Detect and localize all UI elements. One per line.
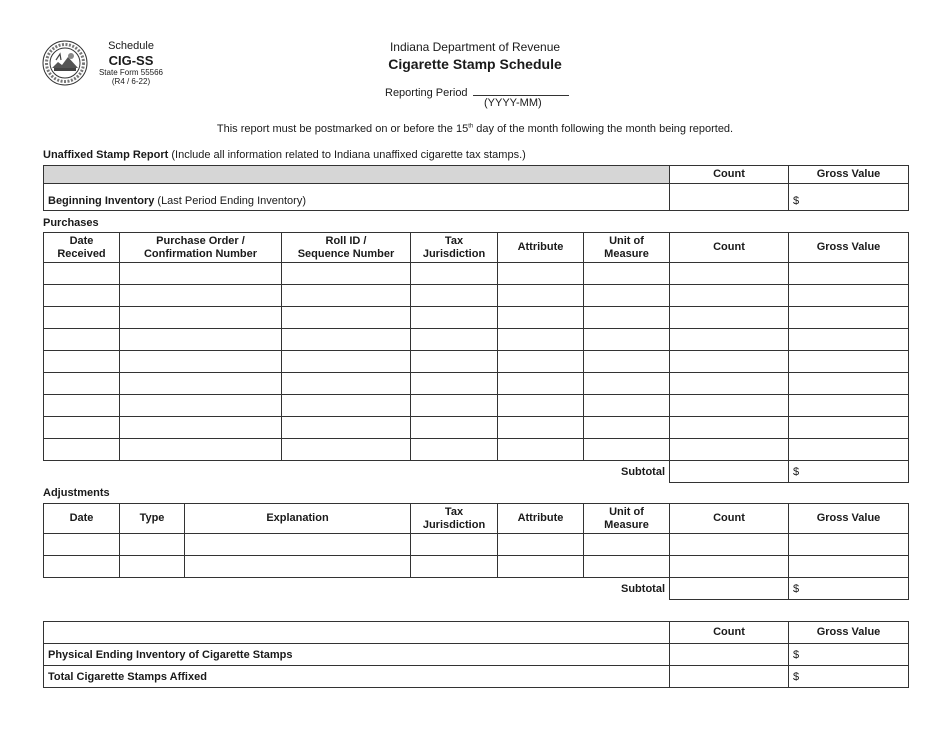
purchases-subtotal-label: Subtotal [621, 465, 665, 478]
purchases-entry-cell[interactable] [411, 439, 498, 461]
adjustments-table [43, 503, 909, 600]
purchases-col-attribute [498, 233, 584, 263]
purchases-row [44, 285, 909, 307]
purchases-entry-cell[interactable] [44, 373, 120, 395]
col-label: Count [713, 241, 745, 254]
adjustments-entry-cell[interactable] [120, 534, 185, 556]
currency-symbol: $ [793, 582, 800, 595]
purchases-row [44, 373, 909, 395]
purchases-entry-cell[interactable] [498, 439, 584, 461]
beginning-inventory-title: Beginning Inventory [48, 195, 155, 207]
currency-symbol: $ [793, 670, 800, 683]
col-label: Unit of Measure [604, 234, 649, 260]
col-label: Attribute [517, 512, 564, 525]
adjustments-entry-cell[interactable] [44, 556, 120, 578]
purchases-entry-cell[interactable] [584, 417, 670, 439]
col-label: Type [139, 512, 165, 525]
purchases-entry-cell[interactable] [282, 439, 411, 461]
adjustments-subtotal-count[interactable] [670, 578, 789, 600]
beginning-inventory-gross[interactable] [789, 184, 909, 211]
purchases-subtotal-row [44, 461, 909, 483]
col-label: Tax Jurisdiction [422, 234, 486, 260]
unaffixed-table [43, 165, 909, 211]
purchases-entry-cell[interactable] [411, 263, 498, 285]
adjustments-section-title: Adjustments [43, 487, 110, 499]
purchases-entry-cell[interactable] [670, 417, 789, 439]
purchases-entry-cell[interactable] [670, 439, 789, 461]
purchases-entry-cell[interactable] [498, 395, 584, 417]
summary-row-total-affixed [44, 666, 909, 688]
purchases-entry-cell[interactable] [411, 395, 498, 417]
unaffixed-count-header: Count [670, 166, 789, 184]
purchases-entry-cell[interactable] [670, 263, 789, 285]
purchases-entry-cell[interactable] [282, 395, 411, 417]
purchases-entry-cell[interactable] [411, 285, 498, 307]
purchases-entry-cell[interactable] [670, 329, 789, 351]
purchases-entry-cell[interactable] [584, 439, 670, 461]
purchases-col-tax-jurisdiction [411, 233, 498, 263]
physical-ending-inventory-label: Physical Ending Inventory of Cigarette Stamps [44, 644, 670, 666]
adjustments-subtotal-label: Subtotal [621, 582, 665, 595]
purchases-entry-cell[interactable] [282, 285, 411, 307]
adjustments-entry-cell[interactable] [120, 556, 185, 578]
purchases-entry-cell[interactable] [282, 263, 411, 285]
purchases-entry-cell[interactable] [44, 329, 120, 351]
purchases-col-count [670, 233, 789, 263]
adjustments-entry-cell[interactable] [185, 534, 411, 556]
purchases-entry-cell[interactable] [411, 329, 498, 351]
purchases-subtotal-gross[interactable] [789, 461, 909, 483]
currency-symbol: $ [793, 648, 800, 661]
purchases-subtotal-count[interactable] [670, 461, 789, 483]
adjustments-entry-cell[interactable] [584, 534, 670, 556]
purchases-entry-cell[interactable] [789, 417, 909, 439]
purchases-header-row [44, 233, 909, 263]
purchases-entry-cell[interactable] [44, 395, 120, 417]
purchases-table [43, 232, 909, 483]
col-label: Explanation [266, 512, 329, 525]
col-label: Date Received [57, 234, 106, 260]
currency-symbol: $ [793, 465, 800, 478]
adjustments-entry-cell[interactable] [498, 556, 584, 578]
page-title: Cigarette Stamp Schedule [388, 56, 562, 72]
unaffixed-note: (Include all information related to Indiana unaffixed cigarette tax stamps.) [171, 149, 526, 161]
purchases-entry-cell[interactable] [670, 351, 789, 373]
adjustments-entry-cell[interactable] [44, 534, 120, 556]
unaffixed-title: Unaffixed Stamp Report [43, 149, 169, 161]
summary-row-physical-ending [44, 644, 909, 666]
purchases-entry-cell[interactable] [670, 285, 789, 307]
adjustments-entry-cell[interactable] [584, 556, 670, 578]
purchases-entry-cell[interactable] [498, 351, 584, 373]
purchases-entry-cell[interactable] [120, 351, 282, 373]
unaffixed-gross-header: Gross Value [789, 166, 909, 184]
purchases-entry-cell[interactable] [44, 285, 120, 307]
purchases-entry-cell[interactable] [584, 395, 670, 417]
col-label: Gross Value [816, 241, 881, 254]
department-name: Indiana Department of Revenue [389, 40, 561, 54]
summary-header-blank [44, 622, 670, 644]
adjustments-subtotal-row [44, 578, 909, 600]
purchases-entry-cell[interactable] [498, 417, 584, 439]
beginning-inventory-count[interactable] [670, 184, 789, 211]
adjustments-row [44, 556, 909, 578]
purchases-entry-cell[interactable] [282, 329, 411, 351]
purchases-entry-cell[interactable] [44, 351, 120, 373]
purchases-entry-cell[interactable] [789, 373, 909, 395]
purchases-entry-cell[interactable] [789, 285, 909, 307]
summary-table [43, 621, 909, 688]
purchases-entry-cell[interactable] [498, 373, 584, 395]
total-stamps-affixed-gross[interactable] [789, 666, 909, 688]
currency-symbol: $ [793, 195, 800, 207]
purchases-entry-cell[interactable] [44, 307, 120, 329]
purchases-entry-cell[interactable] [44, 439, 120, 461]
purchases-entry-cell[interactable] [282, 373, 411, 395]
adjustments-entry-cell[interactable] [185, 556, 411, 578]
col-label: Roll ID / Sequence Number [297, 234, 395, 260]
purchases-entry-cell[interactable] [584, 351, 670, 373]
adjustments-entry-cell[interactable] [411, 556, 498, 578]
adjustments-col-unit-of-measure [584, 504, 670, 534]
adjustments-header-row [44, 504, 909, 534]
notice-text-start: This report must be postmarked on or before the 15 [216, 123, 469, 135]
summary-count-header: Count [670, 622, 789, 644]
purchases-entry-cell[interactable] [282, 307, 411, 329]
adjustments-col-explanation [185, 504, 411, 534]
purchases-entry-cell[interactable] [120, 307, 282, 329]
purchases-entry-cell[interactable] [670, 395, 789, 417]
col-label: Date [69, 512, 94, 525]
adjustments-col-count [670, 504, 789, 534]
purchases-entry-cell[interactable] [282, 351, 411, 373]
col-label: Attribute [517, 241, 564, 254]
adjustments-subtotal-gross[interactable] [789, 578, 909, 600]
purchases-row [44, 439, 909, 461]
adjustments-subtotal-label-cell [44, 578, 670, 600]
purchases-entry-cell[interactable] [120, 439, 282, 461]
state-seal-icon [42, 40, 88, 86]
purchases-entry-cell[interactable] [789, 307, 909, 329]
adjustments-entry-cell[interactable] [411, 534, 498, 556]
purchases-entry-cell[interactable] [120, 395, 282, 417]
col-label: Gross Value [816, 512, 881, 525]
purchases-entry-cell[interactable] [282, 417, 411, 439]
purchases-entry-cell[interactable] [789, 395, 909, 417]
adjustments-col-tax-jurisdiction [411, 504, 498, 534]
reporting-period-format: (YYYY-MM) [484, 97, 542, 109]
purchases-entry-cell[interactable] [584, 329, 670, 351]
purchases-col-gross-value [789, 233, 909, 263]
schedule-label: Schedule [108, 40, 154, 52]
beginning-inventory-note: (Last Period Ending Inventory) [157, 195, 306, 207]
purchases-subtotal-label-cell [44, 461, 670, 483]
total-stamps-affixed-label: Total Cigarette Stamps Affixed [44, 666, 670, 688]
purchases-entry-cell[interactable] [120, 417, 282, 439]
purchases-entry-cell[interactable] [584, 307, 670, 329]
purchases-row [44, 351, 909, 373]
purchases-entry-cell[interactable] [670, 307, 789, 329]
purchases-row [44, 307, 909, 329]
col-label: Count [713, 512, 745, 525]
purchases-entry-cell[interactable] [120, 373, 282, 395]
purchases-entry-cell[interactable] [498, 285, 584, 307]
adjustments-entry-cell[interactable] [498, 534, 584, 556]
physical-ending-inventory-count[interactable] [670, 644, 789, 666]
purchases-entry-cell[interactable] [584, 263, 670, 285]
adjustments-entry-cell[interactable] [789, 534, 909, 556]
purchases-col-date-received [44, 233, 120, 263]
adjustments-col-type [120, 504, 185, 534]
total-stamps-affixed-count[interactable] [670, 666, 789, 688]
reporting-period-label: Reporting Period [385, 87, 468, 99]
adjustments-entry-cell[interactable] [670, 534, 789, 556]
adjustments-col-attribute [498, 504, 584, 534]
purchases-entry-cell[interactable] [789, 439, 909, 461]
purchases-entry-cell[interactable] [498, 263, 584, 285]
purchases-entry-cell[interactable] [789, 263, 909, 285]
schedule-block [95, 41, 167, 86]
purchases-entry-cell[interactable] [120, 285, 282, 307]
purchases-row [44, 417, 909, 439]
purchases-col-purchase-order [120, 233, 282, 263]
purchases-entry-cell[interactable] [789, 329, 909, 351]
purchases-entry-cell[interactable] [789, 351, 909, 373]
unaffixed-header-blank [44, 166, 670, 184]
form-revision: (R4 / 6-22) [111, 77, 151, 86]
purchases-row [44, 263, 909, 285]
purchases-entry-cell[interactable] [584, 285, 670, 307]
purchases-entry-cell[interactable] [498, 329, 584, 351]
purchases-entry-cell[interactable] [411, 417, 498, 439]
purchases-entry-cell[interactable] [670, 373, 789, 395]
summary-gross-header: Gross Value [789, 622, 909, 644]
postmark-notice [0, 123, 950, 135]
adjustments-entry-cell[interactable] [670, 556, 789, 578]
col-label: Purchase Order / Confirmation Number [143, 234, 258, 260]
purchases-entry-cell[interactable] [120, 329, 282, 351]
col-label: Unit of Measure [604, 505, 649, 531]
adjustments-col-date [44, 504, 120, 534]
physical-ending-inventory-gross[interactable] [789, 644, 909, 666]
purchases-entry-cell[interactable] [411, 373, 498, 395]
purchases-entry-cell[interactable] [411, 351, 498, 373]
purchases-row [44, 329, 909, 351]
purchases-section-title: Purchases [43, 217, 99, 229]
purchases-row [44, 395, 909, 417]
beginning-inventory-label [44, 184, 670, 211]
state-form-number: State Form 55566 [98, 68, 164, 77]
unaffixed-section-title [43, 149, 526, 161]
adjustments-entry-cell[interactable] [789, 556, 909, 578]
purchases-entry-cell[interactable] [584, 373, 670, 395]
col-label: Tax Jurisdiction [422, 505, 486, 531]
purchases-col-roll-id [282, 233, 411, 263]
notice-superscript: th [468, 123, 474, 130]
purchases-col-unit-of-measure [584, 233, 670, 263]
reporting-period-field[interactable] [473, 85, 569, 96]
adjustments-row [44, 534, 909, 556]
purchases-entry-cell[interactable] [498, 307, 584, 329]
purchases-entry-cell[interactable] [44, 417, 120, 439]
form-code: CIG-SS [108, 53, 154, 68]
purchases-entry-cell[interactable] [44, 263, 120, 285]
purchases-entry-cell[interactable] [120, 263, 282, 285]
notice-text-end: day of the month following the month being reported. [473, 123, 734, 135]
adjustments-col-gross-value [789, 504, 909, 534]
purchases-entry-cell[interactable] [411, 307, 498, 329]
